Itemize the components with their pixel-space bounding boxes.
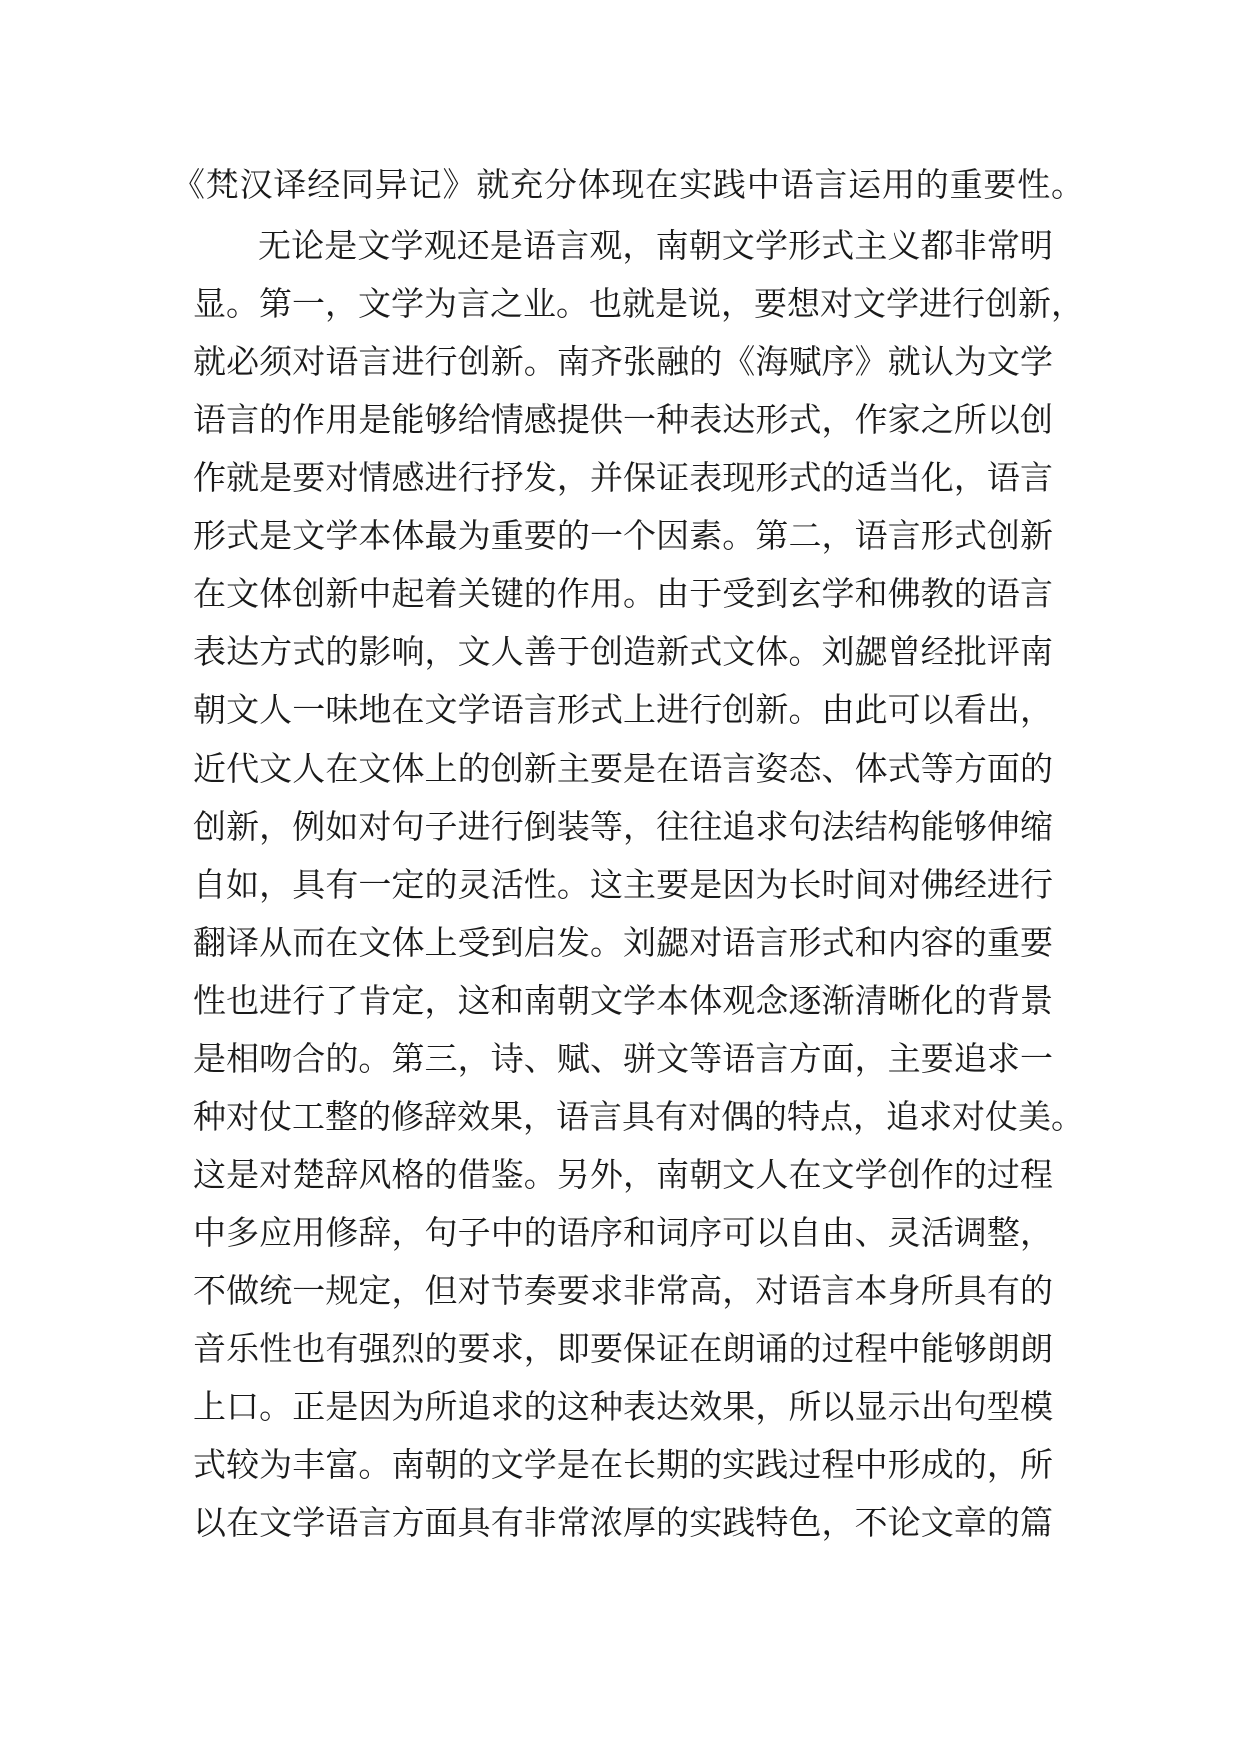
text-line: 翻译从而在文体上受到启发。刘勰对语言形式和内容的重要 [193, 923, 1053, 962]
text-line: 音乐性也有强烈的要求，即要保证在朗诵的过程中能够朗朗 [193, 1329, 1053, 1368]
text-line: 以在文学语言方面具有非常浓厚的实践特色，不论文章的篇 [193, 1503, 1053, 1542]
text-line: 形式是文学本体最为重要的一个因素。第二，语言形式创新 [193, 516, 1053, 555]
text-line: 是相吻合的。第三，诗、赋、骈文等语言方面，主要追求一 [193, 1039, 1053, 1078]
text-line: 上口。正是因为所追求的这种表达效果，所以显示出句型模 [193, 1387, 1053, 1426]
text-line: 语言的作用是能够给情感提供一种表达形式，作家之所以创 [193, 400, 1053, 439]
text-line: 在文体创新中起着关键的作用。由于受到玄学和佛教的语言 [193, 574, 1053, 613]
text-line: 就必须对语言进行创新。南齐张融的《海赋序》就认为文学 [193, 342, 1053, 381]
text-line: 显。第一，文学为言之业。也就是说，要想对文学进行创新， [193, 284, 1084, 323]
text-line: 表达方式的影响，文人善于创造新式文体。刘勰曾经批评南 [193, 632, 1053, 671]
text-line: 不做统一规定，但对节奏要求非常高，对语言本身所具有的 [193, 1271, 1053, 1310]
text-line: 中多应用修辞，句子中的语序和词序可以自由、灵活调整， [193, 1213, 1053, 1252]
text-line: 式较为丰富。南朝的文学是在长期的实践过程中形成的，所 [193, 1445, 1053, 1484]
text-line: 自如，具有一定的灵活性。这主要是因为长时间对佛经进行 [193, 865, 1053, 904]
text-line: 这是对楚辞风格的借鉴。另外，南朝文人在文学创作的过程 [193, 1155, 1053, 1194]
paragraph-first-line: 无论是文学观还是语言观，南朝文学形式主义都非常明 [258, 226, 1053, 265]
text-line: 创新，例如对句子进行倒装等，往往追求句法结构能够伸缩 [193, 807, 1053, 846]
text-line: 性也进行了肯定，这和南朝文学本体观念逐渐清晰化的背景 [193, 981, 1053, 1020]
text-line: 近代文人在文体上的创新主要是在语言姿态、体式等方面的 [193, 749, 1053, 788]
text-line: 种对仗工整的修辞效果，语言具有对偶的特点，追求对仗美。 [193, 1097, 1084, 1136]
text-line: 《梵汉译经同异记》就充分体现在实践中语言运用的重要性。 [172, 165, 1084, 204]
text-line: 作就是要对情感进行抒发，并保证表现形式的适当化，语言 [193, 458, 1053, 497]
text-line: 朝文人一味地在文学语言形式上进行创新。由此可以看出， [193, 690, 1053, 729]
